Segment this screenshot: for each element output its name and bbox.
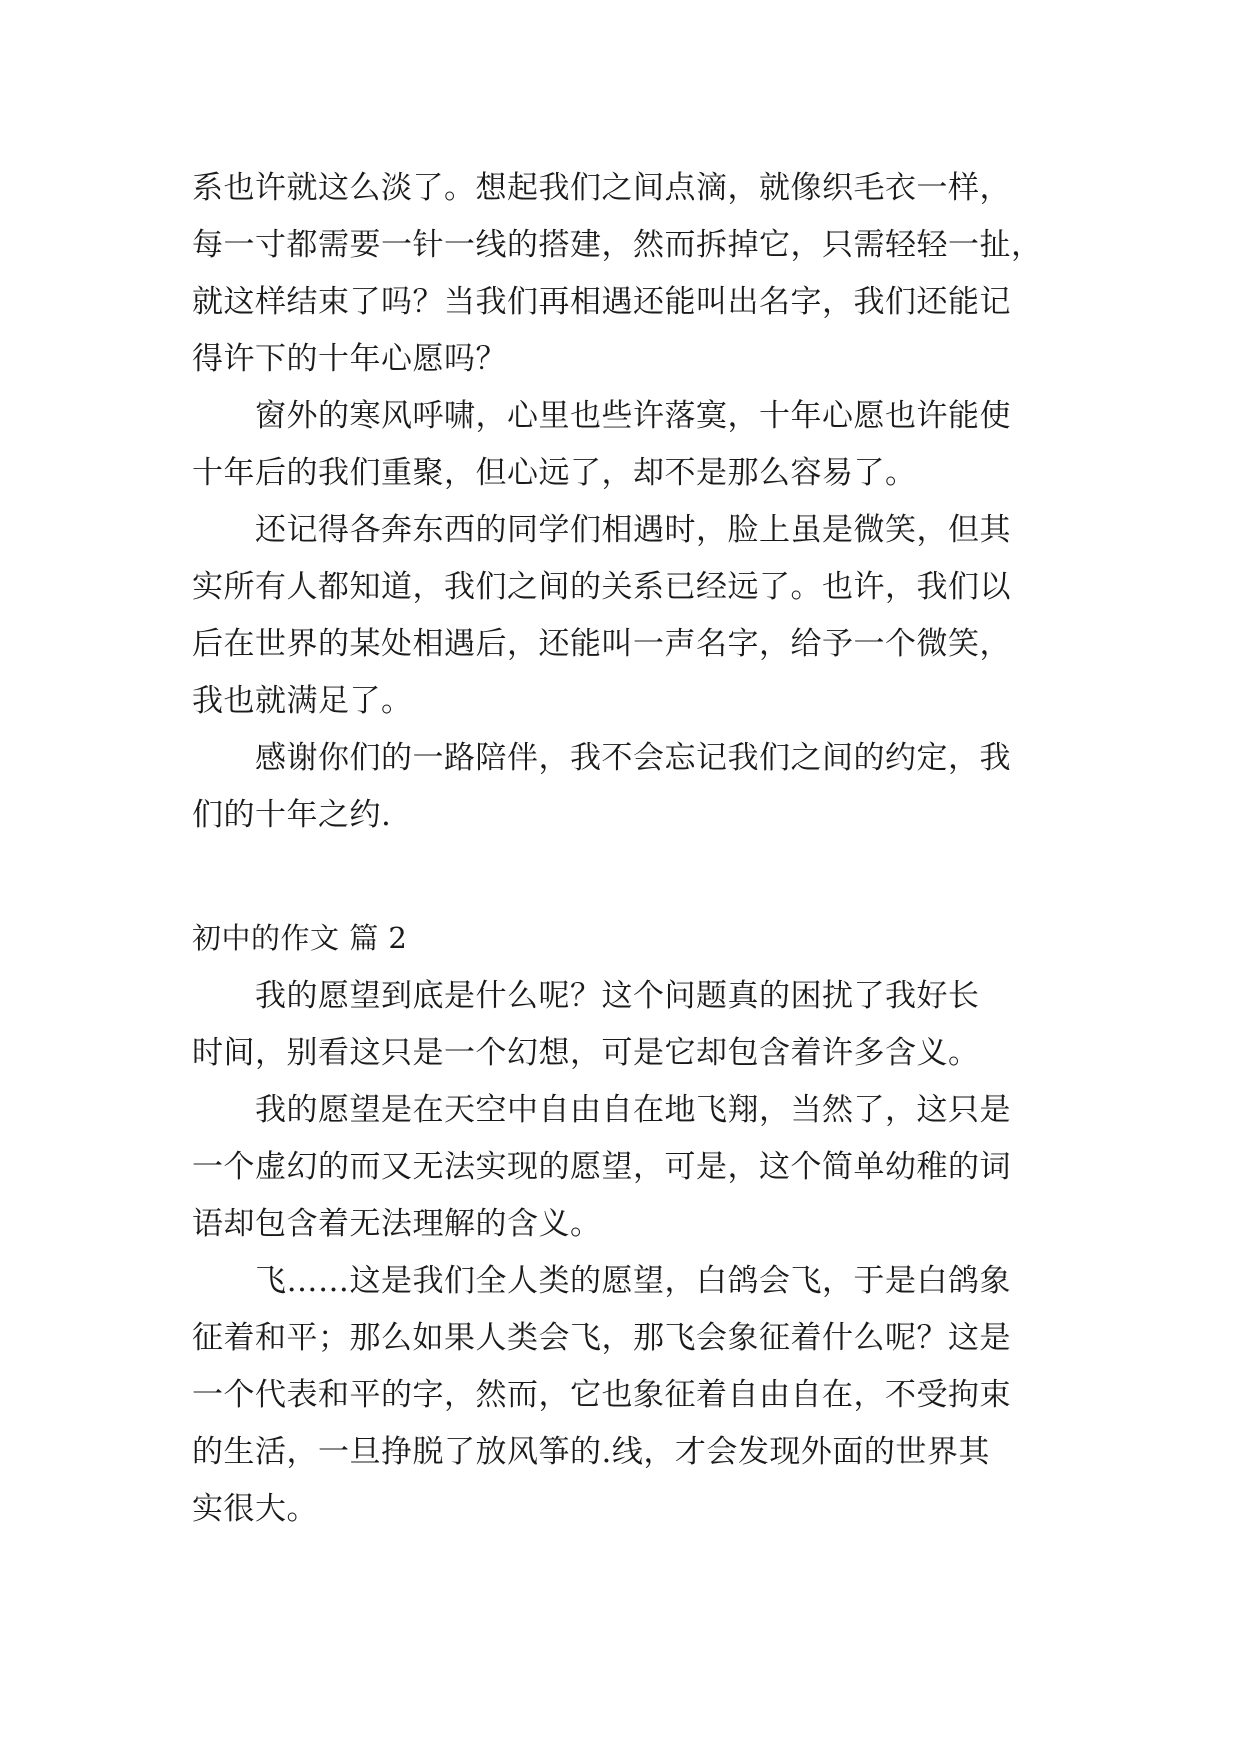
text-line: 时间，别看这只是一个幻想，可是它却包含着许多含义。	[192, 1035, 980, 1071]
text-line: 我也就满足了。	[192, 683, 413, 719]
text-line: 后在世界的某处相遇后，还能叫一声名字，给予一个微笑，	[192, 626, 1011, 662]
text-line: 我的愿望到底是什么呢？这个问题真的困扰了我好长	[192, 978, 980, 1014]
text-line: 飞……这是我们全人类的愿望，白鸽会飞，于是白鸽象	[192, 1263, 1011, 1299]
text-line: 就这样结束了吗？当我们再相遇还能叫出名字，我们还能记	[192, 284, 1011, 320]
text-line: 征着和平；那么如果人类会飞，那飞会象征着什么呢？这是	[192, 1320, 1011, 1356]
text-line: 十年后的我们重聚，但心远了，却不是那么容易了。	[192, 455, 917, 491]
text-line: 还记得各奔东西的同学们相遇时，脸上虽是微笑，但其	[192, 512, 1011, 548]
text-line: 感谢你们的一路陪伴，我不会忘记我们之间的约定，我	[192, 740, 1011, 776]
text-line: 语却包含着无法理解的含义。	[192, 1206, 602, 1242]
text-line: 一个代表和平的字，然而，它也象征着自由自在，不受拘束	[192, 1377, 1011, 1413]
text-line: 系也许就这么淡了。想起我们之间点滴，就像织毛衣一样，	[192, 170, 1011, 206]
text-line: 一个虚幻的而又无法实现的愿望，可是，这个简单幼稚的词	[192, 1149, 1011, 1185]
text-line: 每一寸都需要一针一线的搭建，然而拆掉它，只需轻轻一扯，	[192, 227, 1043, 263]
text-line: 窗外的寒风呼啸，心里也些许落寞，十年心愿也许能使	[192, 398, 1011, 434]
text-line: 实很大。	[192, 1491, 318, 1527]
text-line: 实所有人都知道，我们之间的关系已经远了。也许，我们以	[192, 569, 1011, 605]
text-line: 得许下的十年心愿吗？	[192, 341, 507, 377]
text-line: 我的愿望是在天空中自由自在地飞翔，当然了，这只是	[192, 1092, 1011, 1128]
text-line: 们的十年之约.	[192, 797, 392, 833]
section-heading: 初中的作文 篇 2	[192, 921, 408, 955]
text-line: 的生活，一旦挣脱了放风筝的.线，才会发现外面的世界其	[192, 1434, 990, 1470]
